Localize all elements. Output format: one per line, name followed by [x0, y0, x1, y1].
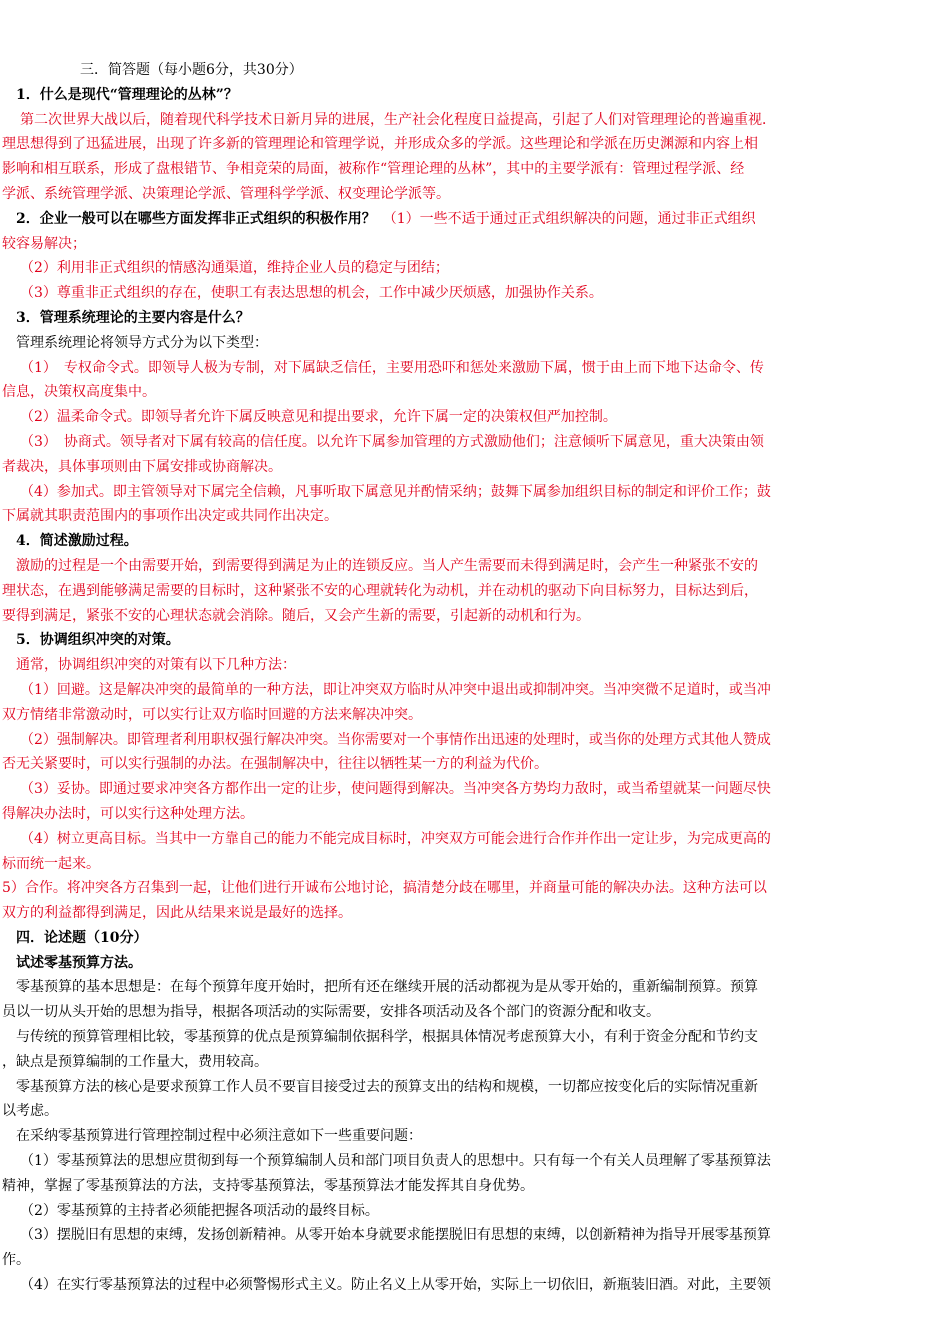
body-line: （4）树立更高目标。当其中一方靠自己的能力不能完成目标时，冲突双方可能会进行合作并作出一定让步，为完成更高的 — [20, 830, 771, 847]
body-line: （2）零基预算的主持者必须能把握各项活动的最终目标。 — [20, 1202, 379, 1219]
body-line: 影响和相互联系，形成了盘根错节、争相竞荣的局面，被称作“管理论理的丛林”，其中的主要学派有：管理过程学派、经 — [2, 161, 745, 178]
body-line: 下属就其职责范围内的事项作出决定或共同作出决定。 — [2, 508, 338, 525]
body-line: （3）妥协。即通过要求冲突各方都作出一定的让步，使问题得到解决。当冲突各方势均力敌时，或当希望就某一问题尽快 — [20, 781, 771, 798]
body-line: （3）摆脱旧有思想的束缚，发扬创新精神。从零开始本身就要求能摆脱旧有思想的束缚，以创新精神为指导开展零基预算 — [20, 1227, 771, 1244]
question-heading: 四．论述题（10分） — [16, 929, 148, 946]
question-heading — [2, 207, 874, 232]
body-line: 在采纳零基预算进行管理控制过程中必须注意如下一些重要问题： — [16, 1128, 422, 1145]
question-heading: 试述零基预算方法。 — [16, 954, 142, 971]
body-line: 理思想得到了迅猛进展，出现了许多新的管理理论和管理学说，并形成众多的学派。这些理论和学派在历史渊源和内容上相 — [2, 136, 758, 153]
body-line: 5）合作。将冲突各方召集到一起，让他们进行开诚布公地讨论，搞清楚分歧在哪里，并商量可能的解决办法。这种方法可以 — [2, 880, 767, 897]
question-text: 2．企业一般可以在哪些方面发挥非正式组织的积极作用？ — [16, 210, 376, 227]
body-line: （2）温柔命令式。即领导者允许下属反映意见和提出要求，允许下属一定的决策权但严加控制。 — [20, 409, 617, 426]
body-line: 作。 — [2, 1252, 30, 1269]
body-line: （3） 协商式。领导者对下属有较高的信任度。以允许下属参加管理的方式激励他们；注意倾听下属意见，重大决策由领 — [20, 433, 764, 450]
body-line: 要得到满足，紧张不安的心理状态就会消除。随后，又会产生新的需要，引起新的动机和行为。 — [2, 607, 590, 624]
body-line: 第二次世界大战以后，随着现代科学技术日新月异的进展，生产社会化程度日益提高，引起了人们对管理理论的普遍重视． — [20, 111, 776, 128]
body-line: 精神，掌握了零基预算法的方法，支持零基预算法，零基预算法才能发挥其自身优势。 — [2, 1177, 534, 1194]
body-line: （4）参加式。即主管领导对下属完全信赖，凡事听取下属意见并酌情采纳；鼓舞下属参加组织目标的制定和评价工作；鼓 — [20, 483, 771, 500]
body-line: 信息，决策权高度集中。 — [2, 384, 156, 401]
body-line: 激励的过程是一个由需要开始，到需要得到满足为止的连锁反应。当人产生需要而未得到满足时，会产生一种紧张不安的 — [16, 557, 758, 574]
question-heading: 1．什么是现代“管理理论的丛林”？ — [16, 86, 238, 103]
body-line: 双方情绪非常激动时，可以实行让双方临时回避的方法来解决冲突。 — [2, 706, 422, 723]
section-heading: 三．简答题（每小题6分，共30分） — [80, 62, 303, 78]
body-line: 学派、系统管理学派、决策理论学派、管理科学学派、权变理论学派等。 — [2, 185, 450, 202]
body-line: （4）在实行零基预算法的过程中必须警惕形式主义。防止名义上从零开始，实际上一切依旧，新瓶装旧酒。对此，主要领 — [20, 1277, 771, 1294]
body-line: 否无关紧要时，可以实行强制的办法。在强制解决中，往往以牺牲某一方的利益为代价。 — [2, 756, 548, 773]
body-line: 与传统的预算管理相比较，零基预算的优点是预算编制依据科学，根据具体情况考虑预算大小，有利于资金分配和节约支 — [16, 1029, 758, 1046]
body-line: （1） 专权命令式。即领导人极为专制，对下属缺乏信任，主要用恐吓和惩处来激励下属，惯于由上而下地下达命令、传 — [20, 359, 764, 376]
body-line: 者裁决，具体事项则由下属安排或协商解决。 — [2, 458, 282, 475]
body-line: 双方的利益都得到满足，因此从结果来说是最好的选择。 — [2, 905, 352, 922]
body-line: 理状态，在遇到能够满足需要的目标时，这种紧张不安的心理就转化为动机，并在动机的驱动下向目标努力，目标达到后， — [2, 582, 758, 599]
body-line: ，缺点是预算编制的工作量大，费用较高。 — [2, 1053, 268, 1070]
body-line: （2）强制解决。即管理者利用职权强行解决冲突。当你需要对一个事情作出迅速的处理时，或当你的处理方式其他人赞成 — [20, 731, 771, 748]
body-line: （3）尊重非正式组织的存在，使职工有表达思想的机会，工作中减少厌烦感，加强协作关系。 — [20, 285, 603, 302]
body-line: 通常，协调组织冲突的对策有以下几种方法： — [16, 657, 296, 674]
body-line: （1）零基预算法的思想应贯彻到每一个预算编制人员和部门项目负责人的思想中。只有每一个有关人员理解了零基预算法 — [20, 1153, 771, 1170]
body-line: 零基预算的基本思想是：在每个预算年度开始时，把所有还在继续开展的活动都视为是从零开始的，重新编制预算。预算 — [16, 979, 758, 996]
body-line: 标而统一起来。 — [2, 855, 100, 872]
body-line: 得解决办法时，可以实行这种处理方法。 — [2, 805, 254, 822]
body-line: 员以一切从头开始的思想为指导，根据各项活动的实际需要，安排各项活动及各个部门的资源分配和收支。 — [2, 1004, 660, 1021]
question-heading: 5．协调组织冲突的对策。 — [16, 632, 180, 649]
body-line: 以考虑。 — [2, 1103, 58, 1120]
body-line: （2）利用非正式组织的情感沟通渠道，维持企业人员的稳定与团结； — [20, 260, 449, 277]
body-line: 较容易解决； — [2, 235, 86, 252]
question-heading: 4．简述激励过程。 — [16, 533, 138, 550]
answer-text: （1）一些不适于通过正式组织解决的问题，通过非正式组织 — [375, 210, 756, 227]
body-line: 零基预算方法的核心是要求预算工作人员不要盲目接受过去的预算支出的结构和规模，一切都应按变化后的实际情况重新 — [16, 1078, 758, 1095]
body-line: （1）回避。这是解决冲突的最简单的一种方法，即让冲突双方临时从冲突中退出或抑制冲突。当冲突微不足道时，或当冲 — [20, 681, 771, 698]
body-line: 管理系统理论将领导方式分为以下类型： — [16, 334, 268, 351]
question-heading: 3．管理系统理论的主要内容是什么？ — [16, 309, 250, 326]
